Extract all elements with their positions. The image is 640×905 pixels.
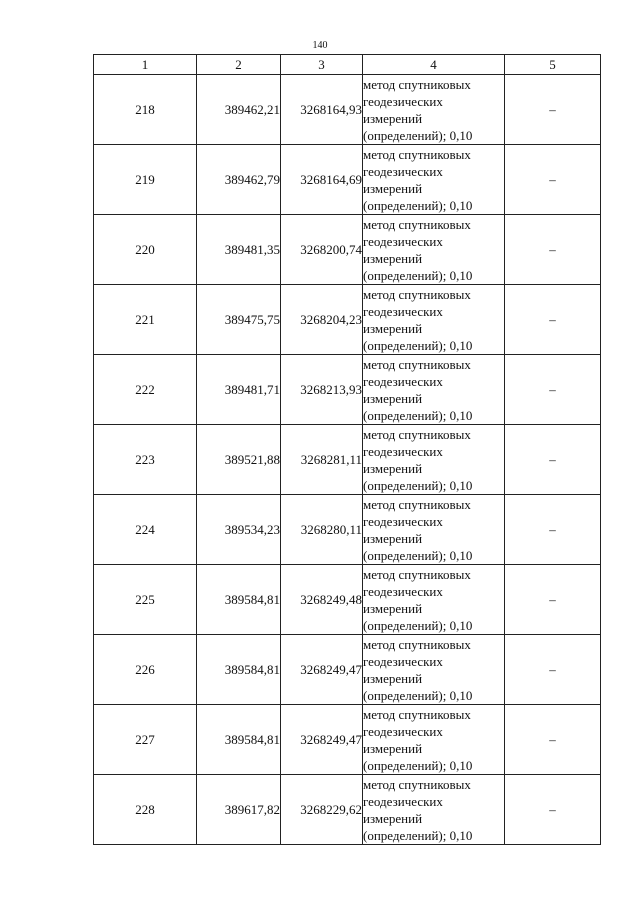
method-cell bbox=[363, 145, 505, 215]
method-line: измерений bbox=[363, 180, 423, 196]
table-row bbox=[94, 145, 601, 215]
note-cell: – bbox=[505, 145, 601, 215]
method-line: метод спутниковых bbox=[363, 356, 471, 372]
method-cell bbox=[363, 75, 505, 145]
table-row bbox=[94, 285, 601, 355]
y-coordinate-cell: 3268249,48 bbox=[281, 565, 363, 635]
method-line: (определений); 0,10 bbox=[363, 617, 473, 633]
x-coordinate-cell: 389462,21 bbox=[197, 75, 281, 145]
method-line: геодезических bbox=[363, 163, 443, 179]
method-line: измерений bbox=[363, 670, 423, 686]
method-line: (определений); 0,10 bbox=[363, 267, 473, 283]
method-line: (определений); 0,10 bbox=[363, 687, 473, 703]
x-coordinate-cell: 389584,81 bbox=[197, 635, 281, 705]
method-line: измерений bbox=[363, 320, 423, 336]
point-number-cell: 221 bbox=[94, 285, 197, 355]
column-header-5: 5 bbox=[505, 55, 601, 75]
method-cell bbox=[363, 285, 505, 355]
method-line: геодезических bbox=[363, 723, 443, 739]
table-row bbox=[94, 635, 601, 705]
y-coordinate-cell: 3268249,47 bbox=[281, 705, 363, 775]
method-cell bbox=[363, 425, 505, 495]
note-cell: – bbox=[505, 495, 601, 565]
x-coordinate-cell: 389521,88 bbox=[197, 425, 281, 495]
point-number-cell: 222 bbox=[94, 355, 197, 425]
x-coordinate-cell: 389481,35 bbox=[197, 215, 281, 285]
point-number-cell: 228 bbox=[94, 775, 197, 845]
method-line: метод спутниковых bbox=[363, 636, 471, 652]
method-line: измерений bbox=[363, 810, 423, 826]
method-line: метод спутниковых bbox=[363, 776, 471, 792]
note-cell: – bbox=[505, 775, 601, 845]
method-cell bbox=[363, 565, 505, 635]
method-line: геодезических bbox=[363, 233, 443, 249]
point-number-cell: 225 bbox=[94, 565, 197, 635]
note-cell: – bbox=[505, 705, 601, 775]
point-number-cell: 219 bbox=[94, 145, 197, 215]
method-line: метод спутниковых bbox=[363, 286, 471, 302]
x-coordinate-cell: 389462,79 bbox=[197, 145, 281, 215]
x-coordinate-cell: 389584,81 bbox=[197, 565, 281, 635]
y-coordinate-cell: 3268213,93 bbox=[281, 355, 363, 425]
column-header-4: 4 bbox=[363, 55, 505, 75]
x-coordinate-cell: 389584,81 bbox=[197, 705, 281, 775]
note-cell: – bbox=[505, 425, 601, 495]
note-cell: – bbox=[505, 565, 601, 635]
method-cell bbox=[363, 705, 505, 775]
table-row bbox=[94, 775, 601, 845]
method-line: метод спутниковых bbox=[363, 496, 471, 512]
method-line: (определений); 0,10 bbox=[363, 477, 473, 493]
table-row bbox=[94, 495, 601, 565]
y-coordinate-cell: 3268164,69 bbox=[281, 145, 363, 215]
column-header-2: 2 bbox=[197, 55, 281, 75]
method-line: (определений); 0,10 bbox=[363, 337, 473, 353]
table-header-row bbox=[94, 55, 601, 75]
method-line: (определений); 0,10 bbox=[363, 757, 473, 773]
note-cell: – bbox=[505, 75, 601, 145]
point-number-cell: 220 bbox=[94, 215, 197, 285]
point-number-cell: 218 bbox=[94, 75, 197, 145]
method-line: (определений); 0,10 bbox=[363, 197, 473, 213]
method-line: метод спутниковых bbox=[363, 76, 471, 92]
method-line: геодезических bbox=[363, 653, 443, 669]
method-cell bbox=[363, 495, 505, 565]
table-row bbox=[94, 215, 601, 285]
y-coordinate-cell: 3268204,23 bbox=[281, 285, 363, 355]
y-coordinate-cell: 3268281,11 bbox=[281, 425, 363, 495]
method-line: измерений bbox=[363, 250, 423, 266]
method-line: геодезических bbox=[363, 793, 443, 809]
table-row bbox=[94, 565, 601, 635]
y-coordinate-cell: 3268164,93 bbox=[281, 75, 363, 145]
method-line: метод спутниковых bbox=[363, 566, 471, 582]
x-coordinate-cell: 389481,71 bbox=[197, 355, 281, 425]
note-cell: – bbox=[505, 215, 601, 285]
point-number-cell: 227 bbox=[94, 705, 197, 775]
method-line: геодезических bbox=[363, 93, 443, 109]
method-cell bbox=[363, 775, 505, 845]
method-line: геодезических bbox=[363, 513, 443, 529]
table-row bbox=[94, 355, 601, 425]
note-cell: – bbox=[505, 355, 601, 425]
x-coordinate-cell: 389475,75 bbox=[197, 285, 281, 355]
note-cell: – bbox=[505, 285, 601, 355]
method-line: метод спутниковых bbox=[363, 146, 471, 162]
note-cell: – bbox=[505, 635, 601, 705]
column-header-3: 3 bbox=[281, 55, 363, 75]
y-coordinate-cell: 3268280,11 bbox=[281, 495, 363, 565]
method-line: (определений); 0,10 bbox=[363, 407, 473, 423]
point-number-cell: 224 bbox=[94, 495, 197, 565]
method-line: геодезических bbox=[363, 583, 443, 599]
method-cell bbox=[363, 635, 505, 705]
method-line: измерений bbox=[363, 110, 423, 126]
x-coordinate-cell: 389534,23 bbox=[197, 495, 281, 565]
method-line: измерений bbox=[363, 600, 423, 616]
method-line: геодезических bbox=[363, 373, 443, 389]
method-line: измерений bbox=[363, 390, 423, 406]
method-line: измерений bbox=[363, 530, 423, 546]
column-header-1: 1 bbox=[94, 55, 197, 75]
method-cell bbox=[363, 355, 505, 425]
method-line: измерений bbox=[363, 740, 423, 756]
method-line: метод спутниковых bbox=[363, 216, 471, 232]
method-line: геодезических bbox=[363, 303, 443, 319]
table-row bbox=[94, 75, 601, 145]
page-number: 140 bbox=[312, 40, 328, 51]
table-row bbox=[94, 425, 601, 495]
method-line: (определений); 0,10 bbox=[363, 127, 473, 143]
method-line: (определений); 0,10 bbox=[363, 827, 473, 843]
point-number-cell: 223 bbox=[94, 425, 197, 495]
y-coordinate-cell: 3268200,74 bbox=[281, 215, 363, 285]
method-line: метод спутниковых bbox=[363, 706, 471, 722]
y-coordinate-cell: 3268249,47 bbox=[281, 635, 363, 705]
x-coordinate-cell: 389617,82 bbox=[197, 775, 281, 845]
method-line: метод спутниковых bbox=[363, 426, 471, 442]
table-row bbox=[94, 705, 601, 775]
point-number-cell: 226 bbox=[94, 635, 197, 705]
y-coordinate-cell: 3268229,62 bbox=[281, 775, 363, 845]
method-line: геодезических bbox=[363, 443, 443, 459]
coordinates-table bbox=[93, 54, 601, 845]
table-body bbox=[94, 75, 601, 845]
method-line: измерений bbox=[363, 460, 423, 476]
method-cell bbox=[363, 215, 505, 285]
method-line: (определений); 0,10 bbox=[363, 547, 473, 563]
